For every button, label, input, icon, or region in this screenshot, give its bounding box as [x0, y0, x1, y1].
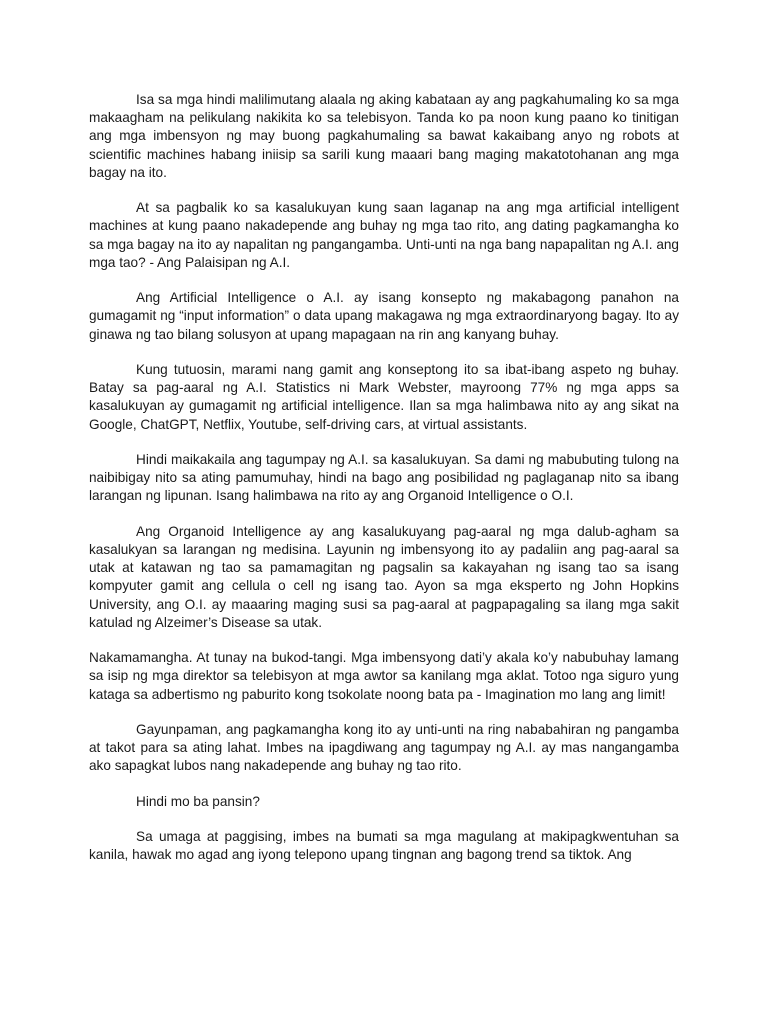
paragraph-1: Isa sa mga hindi malilimutang alaala ng aking kabataan ay ang pagkahumaling ko sa mga makaagham na pelikulang nakikita ko sa telebisyon. Tanda ko pa noon kung paano ko tinitigan ang mga imbensyon ng may buong pagkahumaling sa bawat kakaibang anyo ng robots at scientific machines habang iniisip sa sarili kung maaari bang maging makatotohanan ang mga bagay na ito.	[89, 92, 679, 180]
paragraph-8: Gayunpaman, ang pagkamangha kong ito ay unti-unti na ring nababahiran ng pangamba at takot para sa ating lahat. Imbes na ipagdiwang ang tagumpay ng A.I. ay mas nangangamba ako sapagkat lubos nang nakadepende ang buhay ng tao rito.	[89, 722, 679, 774]
paragraph-3: Ang Artificial Intelligence o A.I. ay isang konsepto ng makabagong panahon na gumagamit ng “input information” o data upang makagawa ng mga extraordinaryong bagay. Ito ay ginawa ng tao bilang solusyon at upang mapagaan na rin ang kanyang buhay.	[89, 290, 679, 342]
paragraph-7: Nakamamangha. At tunay na bukod-tangi. Mga imbensyong dati’y akala ko’y nabubuhay lamang sa isip ng mga direktor sa telebisyon at mga awtor sa kanilang mga aklat. Totoo nga siguro yung kataga sa adbertismo ng paburito kong tsokolate noong bata pa - Imagination mo lang ang limit!	[89, 650, 679, 702]
paragraph-5: Hindi maikakaila ang tagumpay ng A.I. sa kasalukuyan. Sa dami ng mabubuting tulong na naibibigay nito sa ating pamumuhay, hindi na bago ang posibilidad ng paglaganap nito sa ibang larangan ng lipunan. Isang halimbawa na rito ay ang Organoid Intelligence o O.I.	[89, 452, 679, 504]
document-body	[89, 91, 679, 882]
paragraph-2: At sa pagbalik ko sa kasalukuyan kung saan laganap na ang mga artificial intelligent machines at kung paano nakadepende ang buhay ng mga tao rito, ang dating pagkamangha ko sa mga bagay na ito ay napalitan ng pangangamba. Unti-unti na nga bang napapalitan ng A.I. ang mga tao? - Ang Palaisipan ng A.I.	[89, 200, 679, 270]
paragraph-9: Hindi mo ba pansin?	[136, 793, 260, 809]
paragraph-10: Sa umaga at paggising, imbes na bumati sa mga magulang at makipagkwentuhan sa kanila, hawak mo agad ang iyong telepono upang tingnan ang bagong trend sa tiktok. Ang	[89, 829, 679, 863]
paragraph-6: Ang Organoid Intelligence ay ang kasalukuyang pag-aaral ng mga dalub-agham sa kasalukyan sa larangan ng medisina. Layunin ng imbensyong ito ay padaliin ang pag-aaral sa utak at katawan ng tao sa pamamagitan ng pagsalin sa kakayahan ng isang tao sa isang kompyuter gamit ang cellula o cell ng isang tao. Ayon sa mga eksperto ng John Hopkins University, ang O.I. ay maaaring maging susi sa pag-aaral at pagpapagaling sa ilang mga sakit katulad ng Alzeimer’s Disease sa utak.	[89, 523, 679, 630]
paragraph-4: Kung tutuosin, marami nang gamit ang konseptong ito sa ibat-ibang aspeto ng buhay. Batay sa pag-aaral ng A.I. Statistics ni Mark Webster, mayroong 77% ng mga apps sa kasalukuyan ay gumagamit ng artificial intelligence. Ilan sa mga halimbawa nito ay ang sikat na Google, ChatGPT, Netflix, Youtube, self-driving cars, at virtual assistants.	[89, 362, 679, 432]
